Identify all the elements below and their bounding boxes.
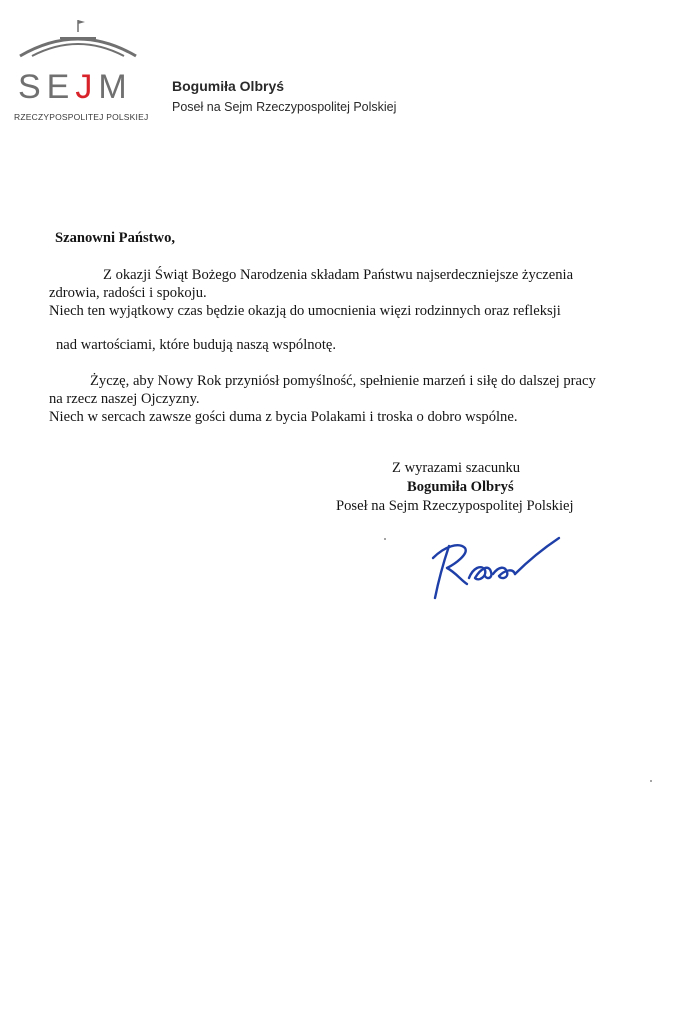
closing-name: Bogumiła Olbryś	[407, 479, 514, 495]
paragraph-line: na rzecz naszej Ojczyzny.	[49, 391, 200, 407]
paragraph-line: Niech ten wyjątkowy czas będzie okazją do umocnienia więzi rodzinnych oraz refleksji	[49, 303, 561, 319]
salutation: Szanowni Państwo,	[55, 230, 176, 246]
scan-speck	[384, 538, 386, 540]
parliament-dome-icon	[8, 16, 148, 76]
letterhead-name: Bogumiła Olbryś	[172, 78, 285, 94]
logo-wordmark: SEJM	[18, 68, 133, 106]
handwritten-signature	[425, 528, 575, 608]
paragraph-line: Życzę, aby Nowy Rok przyniósł pomyślność, spełnienie marzeń i siłę do dalszej pracy	[90, 373, 596, 389]
scan-speck	[650, 780, 652, 782]
paragraph-line: zdrowia, radości i spokoju.	[49, 285, 207, 301]
sejm-logo	[8, 16, 148, 126]
logo-subtitle: RZECZYPOSPOLITEJ POLSKIEJ	[14, 112, 149, 122]
closing-title: Poseł na Sejm Rzeczypospolitej Polskiej	[336, 498, 574, 514]
closing-regards: Z wyrazami szacunku	[392, 460, 521, 476]
letterhead-title: Poseł na Sejm Rzeczypospolitej Polskiej	[172, 100, 397, 114]
paragraph-line: Z okazji Świąt Bożego Narodzenia składam Państwu najserdeczniejsze życzenia	[103, 267, 574, 283]
paragraph-line: Niech w sercach zawsze gości duma z bycia Polakami i troska o dobro wspólne.	[49, 409, 518, 425]
paragraph-line: nad wartościami, które budują naszą wspólnotę.	[56, 337, 337, 353]
